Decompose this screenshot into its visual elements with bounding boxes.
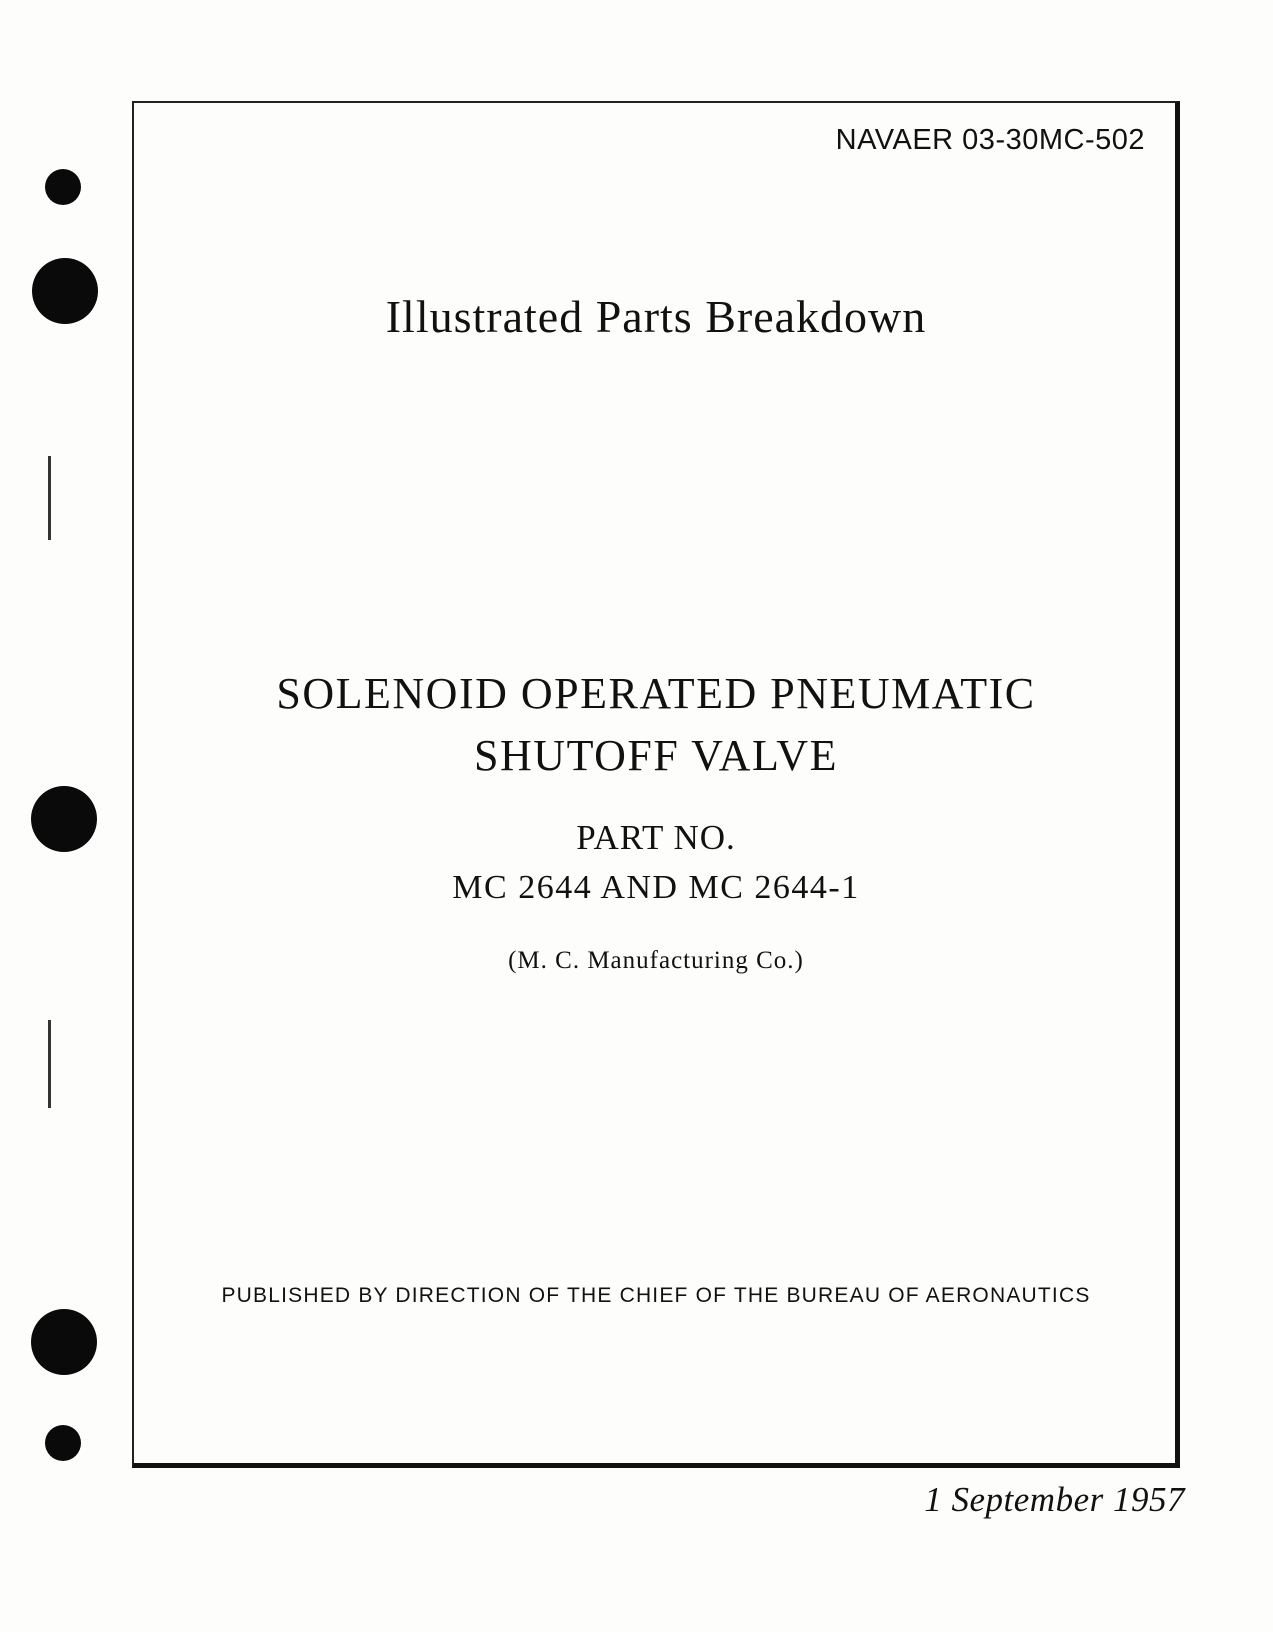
binder-hole-5 (45, 1425, 81, 1461)
manufacturer-name: (M. C. Manufacturing Co.) (508, 947, 804, 974)
binder-hole-2 (32, 258, 98, 324)
binder-hole-4 (31, 1309, 97, 1375)
part-numbers: MC 2644 AND MC 2644-1 (452, 869, 860, 906)
scan-mark (48, 1020, 51, 1108)
title-line-1: SOLENOID OPERATED PNEUMATIC (276, 669, 1036, 718)
part-number-label: PART NO. (576, 818, 736, 857)
binder-hole-1 (45, 169, 81, 205)
title-line-2: SHUTOFF VALVE (474, 731, 838, 780)
scan-mark (48, 456, 51, 540)
document-type-heading: Illustrated Parts Breakdown (385, 291, 927, 342)
document-number: NAVAER 03-30MC-502 (835, 124, 1145, 156)
publisher-statement: PUBLISHED BY DIRECTION OF THE CHIEF OF THE BUREAU OF AERONAUTICS (221, 1284, 1091, 1307)
publication-date: 1 September 1957 (924, 1480, 1185, 1519)
binder-hole-3 (31, 786, 97, 852)
